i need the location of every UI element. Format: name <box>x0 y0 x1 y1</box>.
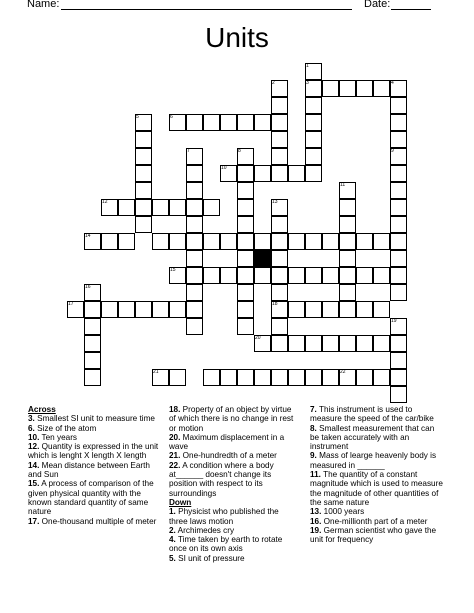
cell-number: 2 <box>272 80 275 86</box>
cell-number: 19 <box>391 318 397 324</box>
grid-cell[interactable] <box>220 369 237 386</box>
clue-text: One-millionth part of a meter <box>321 516 428 526</box>
cell-number: 14 <box>85 233 91 239</box>
clue-text: Property of an object by virtue of which there is no change in rest or motion <box>169 405 294 433</box>
grid-cell[interactable] <box>373 301 390 318</box>
grid-cell[interactable] <box>152 199 169 216</box>
clue-number: 4. <box>169 535 176 545</box>
clue-item <box>310 517 444 526</box>
clue-item <box>169 451 299 460</box>
grid-cell[interactable] <box>237 199 254 216</box>
cell-number: 21 <box>153 369 159 375</box>
grid-cell[interactable] <box>356 267 373 284</box>
grid-cell[interactable] <box>305 369 322 386</box>
grid-cell[interactable] <box>152 301 169 318</box>
cell-number: 5 <box>136 114 139 120</box>
clue-section-heading: Down <box>169 497 192 507</box>
grid-cell[interactable] <box>305 148 322 165</box>
grid-cell[interactable] <box>305 301 322 318</box>
clue-item <box>28 461 160 480</box>
grid-cell[interactable] <box>373 335 390 352</box>
grid-cell[interactable] <box>271 284 288 301</box>
clue-number: 10. <box>28 432 40 442</box>
grid-cell[interactable] <box>322 335 339 352</box>
clue-item <box>169 526 299 535</box>
clues-column-1 <box>28 405 160 526</box>
grid-cell[interactable] <box>339 233 356 250</box>
grid-cell[interactable] <box>203 267 220 284</box>
clue-number: 2. <box>169 525 176 535</box>
clue-number: 14. <box>28 460 40 470</box>
clue-text: This instrument is used to measure the speed of the car/bike <box>310 405 434 424</box>
clue-item <box>310 470 444 507</box>
clue-item <box>169 433 299 452</box>
clue-number: 1. <box>169 507 176 517</box>
clue-text: German scientist who gave the unit for frequency <box>310 525 437 545</box>
clue-text: Size of the atom <box>34 423 97 433</box>
grid-cell[interactable] <box>271 250 288 267</box>
clue-number: 18. <box>169 405 181 414</box>
clue-item <box>28 424 160 433</box>
grid-cell[interactable] <box>186 284 203 301</box>
cell-number: 16 <box>85 284 91 290</box>
clue-number: 17. <box>28 516 40 526</box>
grid-cell[interactable] <box>152 233 169 250</box>
grid-cell[interactable] <box>135 165 152 182</box>
grid-cell[interactable] <box>118 199 135 216</box>
clue-text: Maximum displacement in a wave <box>169 432 285 452</box>
clue-text: SI unit of pressure <box>175 553 245 563</box>
grid-cell[interactable] <box>84 301 101 318</box>
clue-number: 11. <box>310 470 321 480</box>
grid-cell[interactable] <box>135 148 152 165</box>
grid-cell[interactable] <box>373 267 390 284</box>
grid-cell[interactable] <box>305 114 322 131</box>
clue-item <box>310 405 444 424</box>
grid-cell[interactable] <box>237 284 254 301</box>
clue-item <box>310 526 444 545</box>
grid-cell[interactable] <box>390 352 407 369</box>
grid-cell[interactable] <box>135 216 152 233</box>
clue-section-heading: Across <box>28 405 56 414</box>
grid-cell[interactable] <box>203 233 220 250</box>
grid-cell[interactable] <box>271 131 288 148</box>
grid-cell[interactable] <box>305 233 322 250</box>
cell-number: 22 <box>340 369 346 375</box>
clue-text: One-hundredth of a meter <box>180 451 277 461</box>
cell-number: 15 <box>170 267 176 273</box>
grid-cell[interactable] <box>84 369 101 386</box>
clue-item <box>310 424 444 452</box>
cell-number: 13 <box>272 199 278 205</box>
clue-number: 12. <box>28 442 40 452</box>
grid-cell[interactable] <box>305 335 322 352</box>
grid-cell[interactable] <box>84 352 101 369</box>
clue-text: Smallest measurement that can be taken accurately with an instrument <box>310 423 435 452</box>
grid-cell[interactable] <box>254 233 271 250</box>
clue-text: Physicist who published the three laws motion <box>169 507 279 526</box>
grid-cell[interactable] <box>254 165 271 182</box>
grid-cell[interactable] <box>254 267 271 284</box>
grid-cell[interactable] <box>390 386 407 403</box>
clue-item <box>28 414 160 423</box>
clues-column-3 <box>310 405 444 544</box>
grid-cell[interactable] <box>390 233 407 250</box>
grid-cell[interactable] <box>271 216 288 233</box>
grid-cell[interactable] <box>271 267 288 284</box>
cell-number: 6 <box>170 114 173 120</box>
clue-item <box>28 517 160 526</box>
grid-cell[interactable] <box>373 233 390 250</box>
grid-cell[interactable] <box>237 250 254 267</box>
grid-cell[interactable] <box>101 233 118 250</box>
grid-cell[interactable] <box>186 182 203 199</box>
cell-number: 11 <box>340 182 346 188</box>
cell-number: 1 <box>306 63 309 69</box>
clue-text: Time taken by earth to rotate once on its own axis <box>169 535 283 554</box>
grid-cell[interactable] <box>322 301 339 318</box>
clue-number: 13. <box>310 507 322 517</box>
clue-text: Ten years <box>39 432 78 442</box>
grid-cell[interactable] <box>373 369 390 386</box>
grid-cell[interactable] <box>237 318 254 335</box>
grid-cell[interactable] <box>305 97 322 114</box>
cell-number: 7 <box>187 148 190 154</box>
grid-cell[interactable] <box>390 335 407 352</box>
grid-cell[interactable] <box>390 369 407 386</box>
grid-cell[interactable] <box>271 165 288 182</box>
clue-text: The quantity of a constant magnitude which is used to measure the magnitude of other quantities of the same nature <box>310 470 443 507</box>
clue-item <box>310 451 444 470</box>
cell-number: 18 <box>272 301 278 307</box>
grid-cell[interactable] <box>254 114 271 131</box>
grid-cell[interactable] <box>305 267 322 284</box>
grid-cell[interactable] <box>186 250 203 267</box>
cell-number: 20 <box>255 335 261 341</box>
cell-number: 8 <box>238 148 241 154</box>
grid-cell[interactable] <box>186 301 203 318</box>
grid-cell[interactable] <box>237 216 254 233</box>
cell-number: 3 <box>306 80 309 86</box>
date-field[interactable] <box>391 9 431 10</box>
clue-number: 21. <box>169 451 181 461</box>
grid-cell[interactable] <box>288 267 305 284</box>
grid-cell[interactable] <box>220 267 237 284</box>
grid-cell[interactable] <box>237 114 254 131</box>
grid-cell[interactable] <box>373 80 390 97</box>
grid-cell[interactable] <box>356 301 373 318</box>
grid-cell[interactable] <box>271 233 288 250</box>
grid-cell[interactable] <box>186 114 203 131</box>
grid-cell[interactable] <box>169 369 186 386</box>
grid-cell[interactable] <box>237 369 254 386</box>
clue-item <box>169 405 299 433</box>
grid-cell[interactable] <box>390 250 407 267</box>
clues-column-2 <box>169 405 299 563</box>
date-label: Date: <box>364 0 391 10</box>
clue-item <box>28 479 160 516</box>
grid-cell[interactable] <box>356 335 373 352</box>
clue-item <box>169 535 299 554</box>
cell-number: 12 <box>102 199 108 205</box>
page-title: Units <box>205 22 269 53</box>
clue-number: 6. <box>28 423 35 433</box>
grid-cell[interactable] <box>169 233 186 250</box>
grid-cell[interactable] <box>390 131 407 148</box>
grid-cell[interactable] <box>339 250 356 267</box>
grid-cell[interactable] <box>356 233 373 250</box>
grid-cell[interactable] <box>390 199 407 216</box>
grid-cell[interactable] <box>237 233 254 250</box>
clue-number: 5. <box>169 553 176 563</box>
clue-text: Quantity is expressed in the unit which is lenght X length X length <box>28 442 159 461</box>
grid-cell[interactable] <box>390 182 407 199</box>
grid-cell[interactable] <box>339 301 356 318</box>
clue-number: 7. <box>310 405 317 414</box>
grid-cell[interactable] <box>322 369 339 386</box>
grid-cell[interactable] <box>186 233 203 250</box>
grid-cell[interactable] <box>271 97 288 114</box>
clue-number: 8. <box>310 423 317 433</box>
grid-cell[interactable] <box>186 199 203 216</box>
cell-number: 9 <box>391 148 394 154</box>
grid-cell[interactable] <box>271 335 288 352</box>
grid-cell[interactable] <box>220 233 237 250</box>
clue-number: 19. <box>310 525 322 535</box>
grid-cell[interactable] <box>271 318 288 335</box>
grid-cell[interactable] <box>390 97 407 114</box>
grid-cell[interactable] <box>169 199 186 216</box>
clue-text: A process of comparison of the given physical quantity with the known standard quantity of same nature <box>28 479 154 517</box>
grid-cell[interactable] <box>339 284 356 301</box>
clue-text: One-thousand multiple of meter <box>39 516 157 526</box>
grid-cell[interactable] <box>356 80 373 97</box>
clue-text: 1000 years <box>321 507 365 517</box>
grid-cell[interactable] <box>390 114 407 131</box>
grid-cell[interactable] <box>186 267 203 284</box>
grid-cell[interactable] <box>288 301 305 318</box>
grid-cell[interactable] <box>135 301 152 318</box>
clue-item <box>310 507 444 516</box>
cell-number: 10 <box>221 165 227 171</box>
clue-number: 20. <box>169 432 181 442</box>
clue-text: Mean distance between Earth and Sun <box>28 460 150 480</box>
grid-cell[interactable] <box>322 267 339 284</box>
grid-cell[interactable] <box>84 318 101 335</box>
grid-cell[interactable] <box>135 182 152 199</box>
name-field[interactable] <box>61 9 352 10</box>
grid-cell[interactable] <box>135 131 152 148</box>
grid-cell[interactable] <box>305 131 322 148</box>
clue-text: Smallest SI unit to measure time <box>34 414 155 424</box>
grid-cell[interactable] <box>271 148 288 165</box>
clue-number: 3. <box>28 414 35 424</box>
grid-cell[interactable] <box>390 284 407 301</box>
clue-item <box>169 507 299 526</box>
grid-cell[interactable] <box>339 335 356 352</box>
name-label: Name: <box>27 0 60 10</box>
grid-cell[interactable] <box>237 267 254 284</box>
grid-cell[interactable] <box>135 199 152 216</box>
grid-cell[interactable] <box>339 199 356 216</box>
clue-item <box>28 442 160 461</box>
grid-cell[interactable] <box>84 335 101 352</box>
cell-number: 17 <box>68 301 74 307</box>
grid-cell[interactable] <box>237 301 254 318</box>
clue-number: 15. <box>28 479 40 489</box>
grid-cell[interactable] <box>237 182 254 199</box>
grid-cell[interactable] <box>118 233 135 250</box>
grid-cell[interactable] <box>101 301 118 318</box>
grid-cell[interactable] <box>322 80 339 97</box>
worksheet-header <box>0 0 474 14</box>
grid-cell[interactable] <box>169 301 186 318</box>
grid-cell[interactable] <box>305 165 322 182</box>
clue-text: A condition where a body at______ doesn't change its position with respect to its surroundings <box>169 460 274 498</box>
grid-cell[interactable] <box>271 114 288 131</box>
grid-cell[interactable] <box>118 301 135 318</box>
grid-cell[interactable] <box>203 199 220 216</box>
clue-text: Mass of learge heavenly body is measured in ______ <box>310 451 437 470</box>
grid-cell[interactable] <box>271 369 288 386</box>
grid-cell[interactable] <box>322 233 339 250</box>
clue-item <box>169 554 299 563</box>
clue-item <box>169 461 299 498</box>
grid-cell[interactable] <box>390 267 407 284</box>
clue-item <box>28 433 160 442</box>
grid-cell[interactable] <box>186 165 203 182</box>
grid-cell[interactable] <box>237 165 254 182</box>
grid-cell[interactable] <box>220 114 237 131</box>
grid-cell[interactable] <box>288 369 305 386</box>
clue-number: 16. <box>310 516 322 526</box>
clue-number: 9. <box>310 451 317 461</box>
grid-cell[interactable] <box>356 369 373 386</box>
grid-cell[interactable] <box>288 233 305 250</box>
cell-number: 4 <box>391 80 394 86</box>
grid-cell[interactable] <box>339 80 356 97</box>
grid-cell[interactable] <box>339 216 356 233</box>
grid-cell[interactable] <box>339 267 356 284</box>
black-square <box>254 250 271 267</box>
grid-cell[interactable] <box>203 114 220 131</box>
grid-cell[interactable] <box>390 216 407 233</box>
grid-cell[interactable] <box>254 369 271 386</box>
grid-cell[interactable] <box>186 318 203 335</box>
clue-number: 22. <box>169 460 181 470</box>
grid-cell[interactable] <box>288 335 305 352</box>
clue-text: Archimedes cry <box>175 525 235 535</box>
grid-cell[interactable] <box>288 165 305 182</box>
grid-cell[interactable] <box>390 165 407 182</box>
grid-cell[interactable] <box>186 216 203 233</box>
grid-cell[interactable] <box>203 369 220 386</box>
